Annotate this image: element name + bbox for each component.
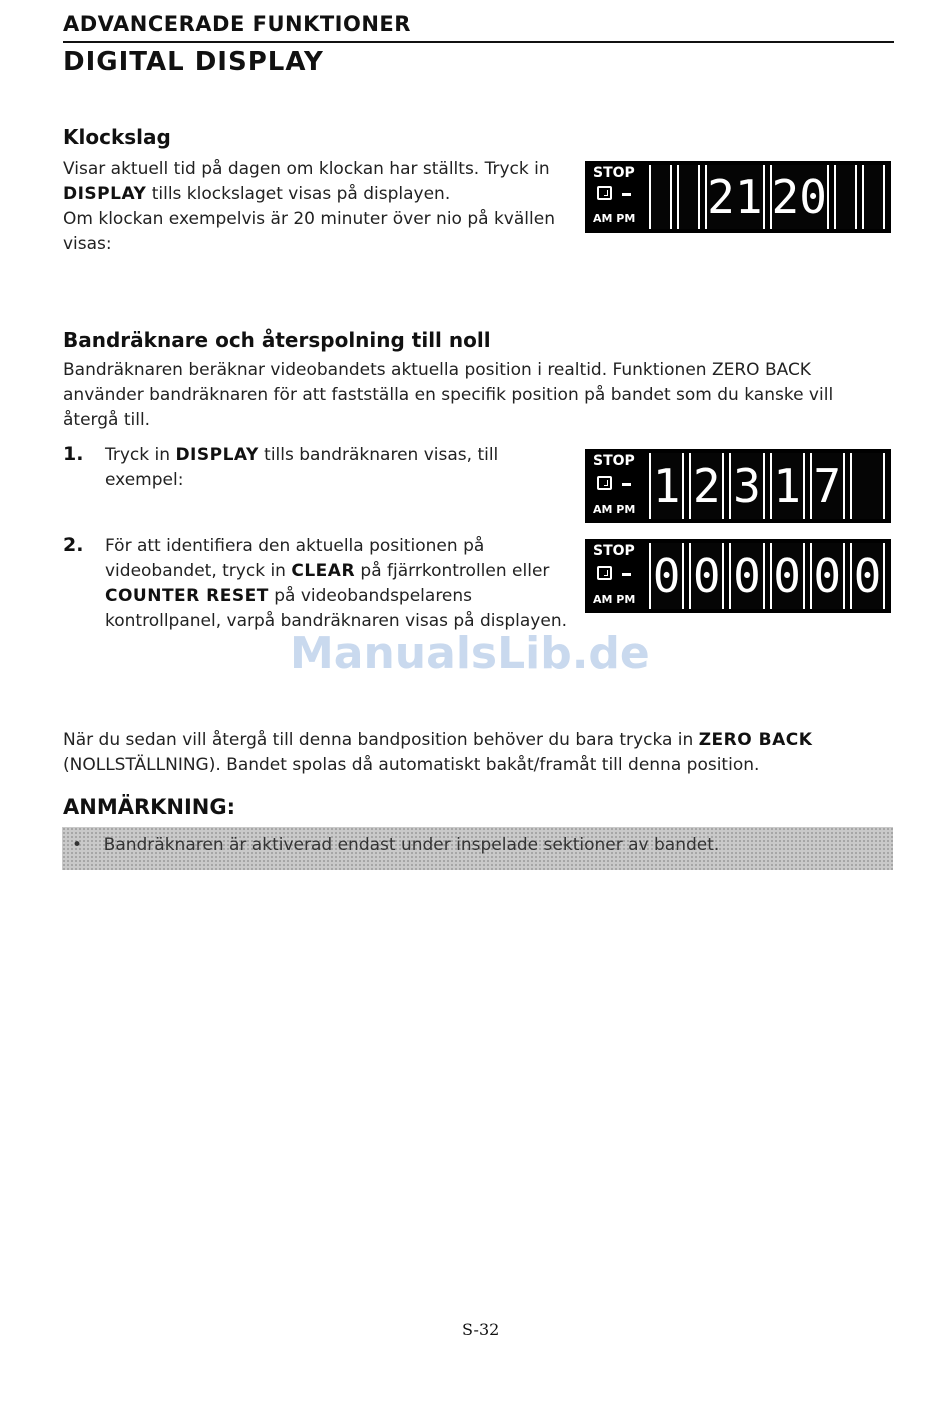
display-digits: [649, 453, 885, 519]
zero-back-paragraph: [63, 728, 888, 778]
display-digit: [862, 165, 885, 229]
stop-indicator: STOP: [593, 453, 635, 469]
display-digit: 2: [689, 453, 724, 519]
stop-indicator: STOP: [593, 165, 635, 181]
step-1-text: [105, 443, 555, 493]
step-2-text-1: För att identifiera den aktuella positionen på videobandet, tryck in: [105, 536, 485, 581]
step-2-text-3: på videobandspelarens kontrollpanel, varpå bandräknaren visas på displayen.: [105, 586, 567, 631]
zero-back-button-label: ZERO BACK: [698, 730, 813, 750]
step-number: 2.: [63, 534, 84, 556]
note-text-line: [72, 835, 719, 855]
display-status-area: [585, 539, 647, 613]
counter-heading: Bandräknare och återspolning till noll: [63, 328, 491, 352]
counter-intro: Bandräknaren beräknar videobandets aktuella position i realtid. Funktionen ZERO BACK använder bandräknaren för att fastställa en specifik position på bandet som du kanske vill återgå till.: [63, 360, 834, 430]
dash-indicator: [622, 193, 631, 196]
section-header: ADVANCERADE FUNKTIONER: [63, 12, 411, 36]
stop-indicator: STOP: [593, 543, 635, 559]
display-status-area: [585, 161, 647, 233]
display-digits: [649, 543, 885, 609]
display-digit: [850, 453, 885, 519]
am-pm-indicator: AM PM: [593, 212, 636, 225]
header-divider: [63, 41, 894, 43]
note-title: ANMÄRKNING:: [63, 795, 236, 819]
clock-heading: Klockslag: [63, 125, 171, 149]
display-button-label: DISPLAY: [63, 184, 147, 204]
display-digits: [649, 165, 885, 229]
page-title: DIGITAL DISPLAY: [63, 47, 324, 77]
am-pm-indicator: AM PM: [593, 593, 636, 606]
clock-icon: [597, 186, 612, 200]
display-digit: [677, 165, 700, 229]
note-box: [62, 827, 893, 870]
clear-button-label: CLEAR: [291, 561, 356, 581]
step-1-text-1: Tryck in: [105, 445, 176, 465]
clock-icon: [597, 476, 612, 490]
step-2-text: [105, 534, 575, 634]
display-digit: 0: [729, 543, 764, 609]
step-2-text-2: på fjärrkontrollen eller: [355, 561, 550, 581]
reset-display-panel: [585, 539, 891, 613]
bullet: •: [72, 835, 83, 855]
clock-text-1: Visar aktuell tid på dagen om klockan har ställts. Tryck in: [63, 159, 550, 179]
step-number: 1.: [63, 443, 84, 465]
step-1-text-2: tills bandräknaren visas, till exempel:: [105, 445, 499, 490]
am-pm-indicator: AM PM: [593, 503, 636, 516]
display-button-label: DISPLAY: [175, 445, 259, 465]
display-digit: [834, 165, 857, 229]
clock-text-2: tills klockslaget visas på displayen.: [146, 184, 451, 204]
display-digit: 1: [649, 453, 684, 519]
clock-display-panel: [585, 161, 891, 233]
display-digit: 0: [850, 543, 885, 609]
closing-text-2: (NOLLSTÄLLNING). Bandet spolas då automatiskt bakåt/framåt till denna position.: [63, 755, 760, 775]
clock-description: [63, 157, 568, 257]
dash-indicator: [622, 573, 631, 576]
dash-indicator: [622, 483, 631, 486]
counter-reset-button-label: COUNTER RESET: [105, 586, 269, 606]
display-digit: 0: [810, 543, 845, 609]
clock-text-3: Om klockan exempelvis är 20 minuter över nio på kvällen visas:: [63, 209, 555, 254]
counter-display-panel: [585, 449, 891, 523]
display-digit: 7: [810, 453, 845, 519]
display-status-area: [585, 449, 647, 523]
clock-icon: [597, 566, 612, 580]
display-digit: 21: [705, 165, 764, 229]
display-digit: [649, 165, 672, 229]
display-digit: 0: [649, 543, 684, 609]
display-digit: 20: [770, 165, 829, 229]
closing-text-1: När du sedan vill återgå till denna bandposition behöver du bara trycka in: [63, 730, 699, 750]
display-digit: 1: [770, 453, 805, 519]
display-digit: 3: [729, 453, 764, 519]
watermark: ManualsLib.de: [290, 628, 650, 679]
page-number: S-32: [462, 1320, 500, 1339]
display-digit: 0: [689, 543, 724, 609]
note-text: Bandräknaren är aktiverad endast under inspelade sektioner av bandet.: [103, 835, 720, 855]
display-digit: 0: [770, 543, 805, 609]
